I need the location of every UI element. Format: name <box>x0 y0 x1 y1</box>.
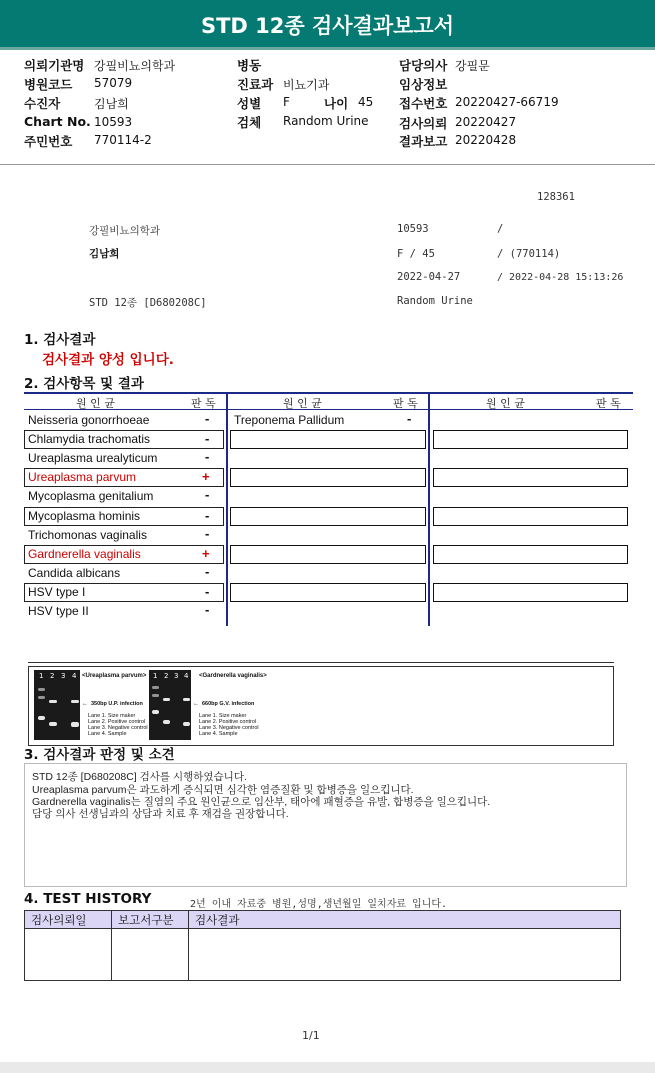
gel-band <box>152 686 159 689</box>
gel-legend: Lane 3. Negative control <box>199 725 259 731</box>
lane-number: 1 <box>153 672 158 680</box>
patient-label: 수진자 <box>24 96 61 111</box>
column-divider-1 <box>226 392 228 626</box>
gel-band <box>38 696 45 699</box>
col-pathogen-3: 원 인 균 <box>486 397 525 410</box>
age-value: 45 <box>358 95 374 109</box>
report-number: 128361 <box>537 191 575 203</box>
opinion-box <box>24 763 627 887</box>
request-value: 20220427 <box>455 115 517 129</box>
col-judge-3: 판 독 <box>596 397 621 410</box>
page-number: 1/1 <box>302 1029 320 1042</box>
lane-number: 2 <box>164 672 169 680</box>
pathogen-result: - <box>205 526 210 541</box>
pathogen-result: - <box>205 508 210 523</box>
pathogen-result: - <box>205 584 210 599</box>
pathogen-name: Mycoplasma genitalium <box>28 489 154 503</box>
empty-cell <box>433 430 628 449</box>
page-bottom-band <box>0 1062 655 1073</box>
pathogen-name: Treponema Pallidum <box>234 413 345 427</box>
col-judge-2: 판 독 <box>393 397 418 410</box>
gel-legend: Lane 2. Positive control <box>88 719 146 725</box>
table-row <box>230 411 426 429</box>
gel-band <box>163 698 170 701</box>
table-row <box>24 487 224 505</box>
gel-band <box>49 700 57 703</box>
empty-cell <box>433 468 628 487</box>
table-row <box>24 564 224 582</box>
request-label: 검사의뢰 <box>399 116 448 131</box>
receipt-value: 20220427-66719 <box>455 95 559 109</box>
pathogen-name: Ureaplasma parvum <box>28 470 137 484</box>
col-pathogen-2: 원 인 균 <box>283 397 322 410</box>
gel-title-up: <Ureaplasma parvum> <box>82 673 147 679</box>
gel-top-rule <box>28 662 614 663</box>
empty-cell <box>230 507 426 526</box>
empty-cell <box>230 468 426 487</box>
col-request-date: 검사의뢰일 <box>25 911 112 929</box>
empty-cell <box>433 545 628 564</box>
pathogen-name: Mycoplasma hominis <box>28 509 141 523</box>
gel-band <box>183 698 190 701</box>
sex-age: F / 45 <box>397 248 435 260</box>
clinic-name: 강필비뇨의학과 <box>89 225 161 237</box>
section-4-title: 4. TEST HISTORY <box>24 891 152 907</box>
pathogen-result: + <box>202 469 210 484</box>
ssn-label: 주민번호 <box>24 134 73 149</box>
history-cell <box>112 929 189 981</box>
birth-date: / (770114) <box>497 248 561 260</box>
pathogen-result: - <box>205 449 210 464</box>
age-label: 나이 <box>324 96 349 111</box>
arrow-icon: ← <box>193 701 199 707</box>
table-row <box>24 526 224 544</box>
doctor-value: 강필문 <box>455 59 490 73</box>
table-row <box>24 468 224 487</box>
pathogen-result: - <box>205 411 210 426</box>
gel-legend: Lane 1. Size maker <box>88 713 136 719</box>
gel-image-gardnerella <box>149 670 191 740</box>
table-row <box>24 449 224 467</box>
gel-image-box <box>28 666 614 746</box>
empty-cell <box>230 430 426 449</box>
hospital-value: 강필비뇨의학과 <box>94 59 176 73</box>
code-value: 57079 <box>94 76 133 90</box>
gel-band <box>71 722 79 727</box>
pathogen-result: - <box>205 602 210 617</box>
patient-name: 김남희 <box>89 248 120 260</box>
pathogen-name: Ureaplasma urealyticum <box>28 451 158 465</box>
sex-label: 성별 <box>237 96 262 111</box>
chart-value: 10593 <box>94 115 133 129</box>
chart-label: Chart No. <box>24 114 91 129</box>
gel-legend: Lane 4. Sample <box>199 731 238 737</box>
opinion-line: Gardnerella vaginalis는 질염의 주요 원인균으로 임산부, 태아에 패혈증을 유발, 합병증을 일으킵니다. <box>32 796 491 808</box>
hospital-label: 의뢰기관명 <box>24 58 85 73</box>
table-row <box>24 545 224 564</box>
specimen-value: Random Urine <box>283 114 369 128</box>
pathogen-name: HSV type I <box>28 585 86 599</box>
gel-legend: Lane 3. Negative control <box>88 725 148 731</box>
gel-title-gv: <Gardnerella vaginalis> <box>199 673 267 679</box>
empty-cell <box>230 583 426 602</box>
table-row <box>25 929 621 981</box>
gel-band <box>183 722 190 726</box>
section-2-title: 2. 검사항목 및 결과 <box>24 376 144 392</box>
gel-legend: Lane 1. Size maker <box>199 713 247 719</box>
gel-band-label-gv: 660bp G.V. infection <box>202 701 255 707</box>
table-row <box>24 430 224 449</box>
history-note: 2년 이내 자료중 병원,성명,생년월일 일치자료 입니다. <box>190 899 448 910</box>
pathogen-result: - <box>407 411 412 426</box>
request-date: 2022-04-27 <box>397 271 461 283</box>
dept-label: 진료과 <box>237 77 274 92</box>
pathogen-name: Trichomonas vaginalis <box>28 528 147 542</box>
pathogen-result: - <box>205 431 210 446</box>
pathogen-name: Candida albicans <box>28 566 121 580</box>
table-row <box>24 602 224 620</box>
pathogen-name: HSV type II <box>28 604 89 618</box>
doctor-label: 담당의사 <box>399 58 448 73</box>
test-name: STD 12종 [D680208C] <box>89 297 207 309</box>
table-top-rule <box>24 392 633 394</box>
report-date-label: 결과보고 <box>399 134 448 149</box>
lane-number: 3 <box>61 672 66 680</box>
sex-value: F <box>283 95 290 109</box>
pathogen-result: - <box>205 487 210 502</box>
table-header-rule <box>24 409 633 410</box>
gel-band <box>49 722 57 726</box>
gel-band <box>152 694 159 697</box>
receipt-label: 접수번호 <box>399 96 448 111</box>
header-divider <box>0 164 655 165</box>
gel-image-ureaplasma <box>34 670 80 740</box>
empty-cell <box>433 583 628 602</box>
report-title: STD 12종 검사결과보고서 <box>0 0 655 47</box>
pathogen-result: - <box>205 564 210 579</box>
gel-band <box>163 720 170 724</box>
pathogen-name: Chlamydia trachomatis <box>28 432 151 446</box>
pathogen-name: Gardnerella vaginalis <box>28 547 141 561</box>
code-label: 병원코드 <box>24 77 73 92</box>
lane-number: 2 <box>50 672 55 680</box>
gel-legend: Lane 2. Positive control <box>199 719 257 725</box>
clinical-label: 임상정보 <box>399 77 448 92</box>
empty-cell <box>230 545 426 564</box>
specimen-name: Random Urine <box>397 295 473 307</box>
pathogen-result: + <box>202 546 210 561</box>
chart-number: 10593 <box>397 223 429 235</box>
opinion-line: 담당 의사 선생님과의 상담과 치료 후 재검을 권장합니다. <box>32 808 289 820</box>
pathogen-name: Neisseria gonorrhoeae <box>28 413 150 427</box>
patient-value: 김남희 <box>94 97 129 111</box>
table-row <box>24 583 224 602</box>
col-judge-1: 판 독 <box>191 397 216 410</box>
arrow-icon: ← <box>82 701 88 707</box>
ssn-value: 770114-2 <box>94 133 152 147</box>
column-divider-2 <box>428 392 430 626</box>
ward-label: 병동 <box>237 58 262 73</box>
lane-number: 3 <box>174 672 179 680</box>
lane-number: 4 <box>184 672 189 680</box>
gel-band <box>71 700 79 703</box>
table-row <box>24 507 224 526</box>
lane-number: 1 <box>39 672 44 680</box>
empty-cell <box>433 507 628 526</box>
gel-legend: Lane 4. Sample <box>88 731 127 737</box>
history-cell <box>189 929 621 981</box>
gel-band <box>38 716 45 720</box>
section-3-title: 3. 검사결과 판정 및 소견 <box>24 747 175 763</box>
col-report-type: 보고서구분 <box>112 911 189 929</box>
specimen-label: 검체 <box>237 115 262 130</box>
lane-number: 4 <box>72 672 77 680</box>
section-1-title: 1. 검사결과 <box>24 332 96 348</box>
dept-value: 비뇨기과 <box>283 78 330 92</box>
overall-result: 검사결과 양성 입니다. <box>42 352 174 368</box>
report-datetime: / 2022-04-28 15:13:26 <box>497 272 624 283</box>
gel-band-label-up: 350bp U.P. infection <box>91 701 143 707</box>
separator: / <box>497 223 504 235</box>
history-cell <box>25 929 112 981</box>
report-date-value: 20220428 <box>455 133 517 147</box>
history-table <box>24 910 621 981</box>
opinion-line: Ureaplasma parvum은 과도하게 증식되면 심각한 염증질환 및 합병증을 일으킵니다. <box>32 784 414 796</box>
col-pathogen-1: 원 인 균 <box>76 397 115 410</box>
title-divider <box>0 47 655 50</box>
table-row <box>24 411 224 429</box>
gel-band <box>152 710 159 714</box>
gel-band <box>38 688 45 691</box>
col-result: 검사결과 <box>189 911 621 929</box>
opinion-line: STD 12종 [D680208C] 검사를 시행하였습니다. <box>32 771 247 783</box>
